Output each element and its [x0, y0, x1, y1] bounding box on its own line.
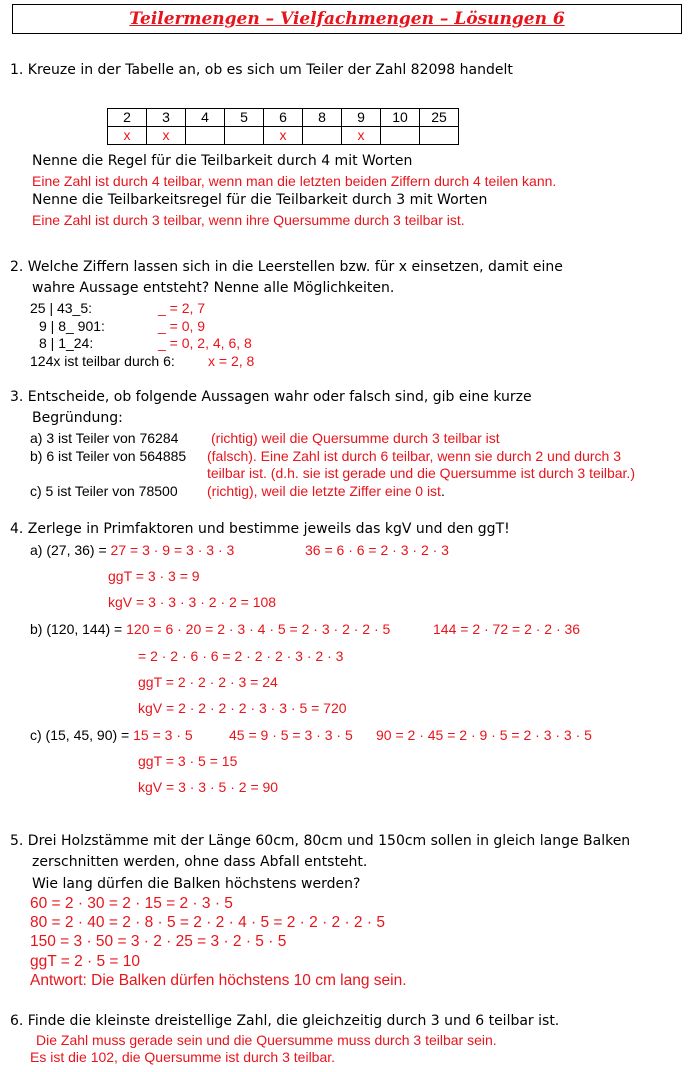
task4-c-ggt: ggT = 3 · 5 = 15 [138, 753, 238, 769]
divisor-cell: 10 [381, 109, 420, 127]
task3-c-answer-line [207, 483, 445, 499]
divisor-cell: 9 [342, 109, 381, 127]
task2-a4: x = 2, 8 [208, 353, 255, 369]
task3-b-answer-cont: teilbar ist. (d.h. sie ist gerade und die Quersumme ist durch 3 teilbar.) [207, 465, 635, 481]
task6-heading: 6. Finde die kleinste dreistellige Zahl, die gleichzeitig durch 3 und 6 teilbar ist. [10, 1013, 560, 1029]
task2-q3: 8 | 1_24: [39, 335, 94, 351]
task1-question2: Nenne die Teilbarkeitsregel für die Teilbarkeit durch 3 mit Worten [32, 192, 488, 208]
task4-c-factor1: 15 = 3 · 5 [133, 727, 193, 743]
task4-c-question: c) (15, 45, 90) = [30, 727, 134, 743]
task2-q1: 25 | 43_5: [30, 300, 93, 316]
mark-cell: x [264, 127, 303, 145]
divisor-cell: 4 [186, 109, 225, 127]
task3-b-answer: (falsch). Eine Zahl ist durch 6 teilbar, wenn sie durch 2 und durch 3 [207, 448, 621, 464]
task4-a-ggt: ggT = 3 · 3 = 9 [108, 568, 200, 584]
task4-a-factor2: 36 = 6 · 6 = 2 · 3 · 2 · 3 [305, 542, 449, 558]
task4-a-question: a) (27, 36) = [30, 542, 111, 558]
task4-b-factor3: = 2 · 2 · 6 · 6 = 2 · 2 · 2 · 3 · 2 · 3 [138, 648, 344, 664]
task5-heading-question: Wie lang dürfen die Balken höchstens werden? [32, 876, 361, 892]
task3-a-question: a) 3 ist Teiler von 76284 [30, 430, 179, 446]
task3-c-answer: (richtig), weil die letzte Ziffer eine 0 ist [207, 483, 441, 499]
mark-cell [303, 127, 342, 145]
mark-cell [420, 127, 459, 145]
page-title: Teilermengen – Vielfachmengen – Lösungen 6 [129, 9, 565, 29]
mark-cell: x [342, 127, 381, 145]
divisor-cell: 2 [108, 109, 147, 127]
task6-answer1: Die Zahl muss gerade sein und die Quersumme muss durch 3 teilbar sein. [36, 1032, 497, 1048]
mark-cell [225, 127, 264, 145]
divisor-cell: 3 [147, 109, 186, 127]
mark-cell: x [108, 127, 147, 145]
task3-c-question: c) 5 ist Teiler von 78500 [30, 483, 178, 499]
task4-b-line [30, 621, 390, 637]
task4-c-line [30, 727, 193, 743]
task4-b-ggt: ggT = 2 · 2 · 2 · 3 = 24 [138, 674, 278, 690]
mark-cell [381, 127, 420, 145]
task1-answer2: Eine Zahl ist durch 3 teilbar, wenn ihre Quersumme durch 3 teilbar ist. [32, 212, 465, 228]
divisor-cell: 5 [225, 109, 264, 127]
divisor-table [107, 108, 459, 145]
task3-b-question: b) 6 ist Teiler von 564885 [30, 448, 187, 464]
task2-heading: 2. Welche Ziffern lassen sich in die Leerstellen bzw. für x einsetzen, damit eine [10, 259, 563, 275]
task3-heading-cont: Begründung: [32, 410, 123, 426]
task5-answer: Antwort: Die Balken dürfen höchstens 10 cm lang sein. [30, 972, 407, 989]
task1-answer1: Eine Zahl ist durch 4 teilbar, wenn man die letzten beiden Ziffern durch 4 teilen kann. [32, 173, 557, 189]
task5-line3: 150 = 3 · 50 = 3 · 2 · 25 = 3 · 2 · 5 · 5 [30, 933, 287, 950]
marks-row [108, 127, 459, 145]
task4-c-kgv: kgV = 3 · 3 · 5 · 2 = 90 [138, 779, 279, 795]
task4-a-line [30, 542, 234, 558]
task1-question1: Nenne die Regel für die Teilbarkeit durch 4 mit Worten [32, 153, 413, 169]
task1-heading: 1. Kreuze in der Tabelle an, ob es sich um Teiler der Zahl 82098 handelt [10, 62, 513, 78]
task4-b-factor2: 144 = 2 · 72 = 2 · 2 · 36 [433, 621, 581, 637]
task6-answer2: Es ist die 102, die Quersumme ist durch 3 teilbar. [30, 1049, 336, 1065]
divisor-cell: 6 [264, 109, 303, 127]
task2-heading-cont: wahre Aussage entsteht? Nenne alle Möglichkeiten. [32, 280, 395, 296]
task4-b-factor1: 120 = 6 · 20 = 2 · 3 · 4 · 5 = 2 · 3 · 2 · 2 · 5 [126, 621, 391, 637]
task3-c-period: . [440, 483, 445, 499]
task5-line4: ggT = 2 · 5 = 10 [30, 953, 141, 970]
task2-q4: 124x ist teilbar durch 6: [30, 353, 175, 369]
task2-a1: _ = 2, 7 [158, 300, 206, 316]
mark-cell: x [147, 127, 186, 145]
task2-a3: _ = 0, 2, 4, 6, 8 [158, 335, 252, 351]
mark-cell [186, 127, 225, 145]
task4-a-kgv: kgV = 3 · 3 · 3 · 2 · 2 = 108 [108, 594, 277, 610]
task4-b-question: b) (120, 144) = [30, 621, 127, 637]
task4-c-factor2: 45 = 9 · 5 = 3 · 3 · 5 [229, 727, 353, 743]
task5-heading: 5. Drei Holzstämme mit der Länge 60cm, 80cm und 150cm sollen in gleich lange Balken [10, 833, 631, 849]
task4-heading: 4. Zerlege in Primfaktoren und bestimme jeweils das kgV und den ggT! [10, 521, 510, 537]
divisor-cell: 8 [303, 109, 342, 127]
task2-a2: _ = 0, 9 [158, 318, 206, 334]
task5-line1: 60 = 2 · 30 = 2 · 15 = 2 · 3 · 5 [30, 895, 233, 912]
task4-c-factor3: 90 = 2 · 45 = 2 · 9 · 5 = 2 · 3 · 3 · 5 [376, 727, 592, 743]
task3-a-answer: (richtig) weil die Quersumme durch 3 teilbar ist [211, 430, 500, 446]
task5-line2: 80 = 2 · 40 = 2 · 8 · 5 = 2 · 2 · 4 · 5 = 2 · 2 · 2 · 2 · 5 [30, 914, 385, 931]
task5-heading-cont: zerschnitten werden, ohne dass Abfall entsteht. [32, 854, 368, 870]
title-box [12, 4, 682, 34]
task2-q2: 9 | 8_ 901: [39, 318, 105, 334]
task4-b-kgv: kgV = 2 · 2 · 2 · 2 · 3 · 3 · 5 = 720 [138, 700, 347, 716]
divisor-row [108, 109, 459, 127]
divisor-cell: 25 [420, 109, 459, 127]
task4-a-factor1: 27 = 3 · 9 = 3 · 3 · 3 [110, 542, 235, 558]
task3-heading: 3. Entscheide, ob folgende Aussagen wahr oder falsch sind, gib eine kurze [10, 389, 532, 405]
